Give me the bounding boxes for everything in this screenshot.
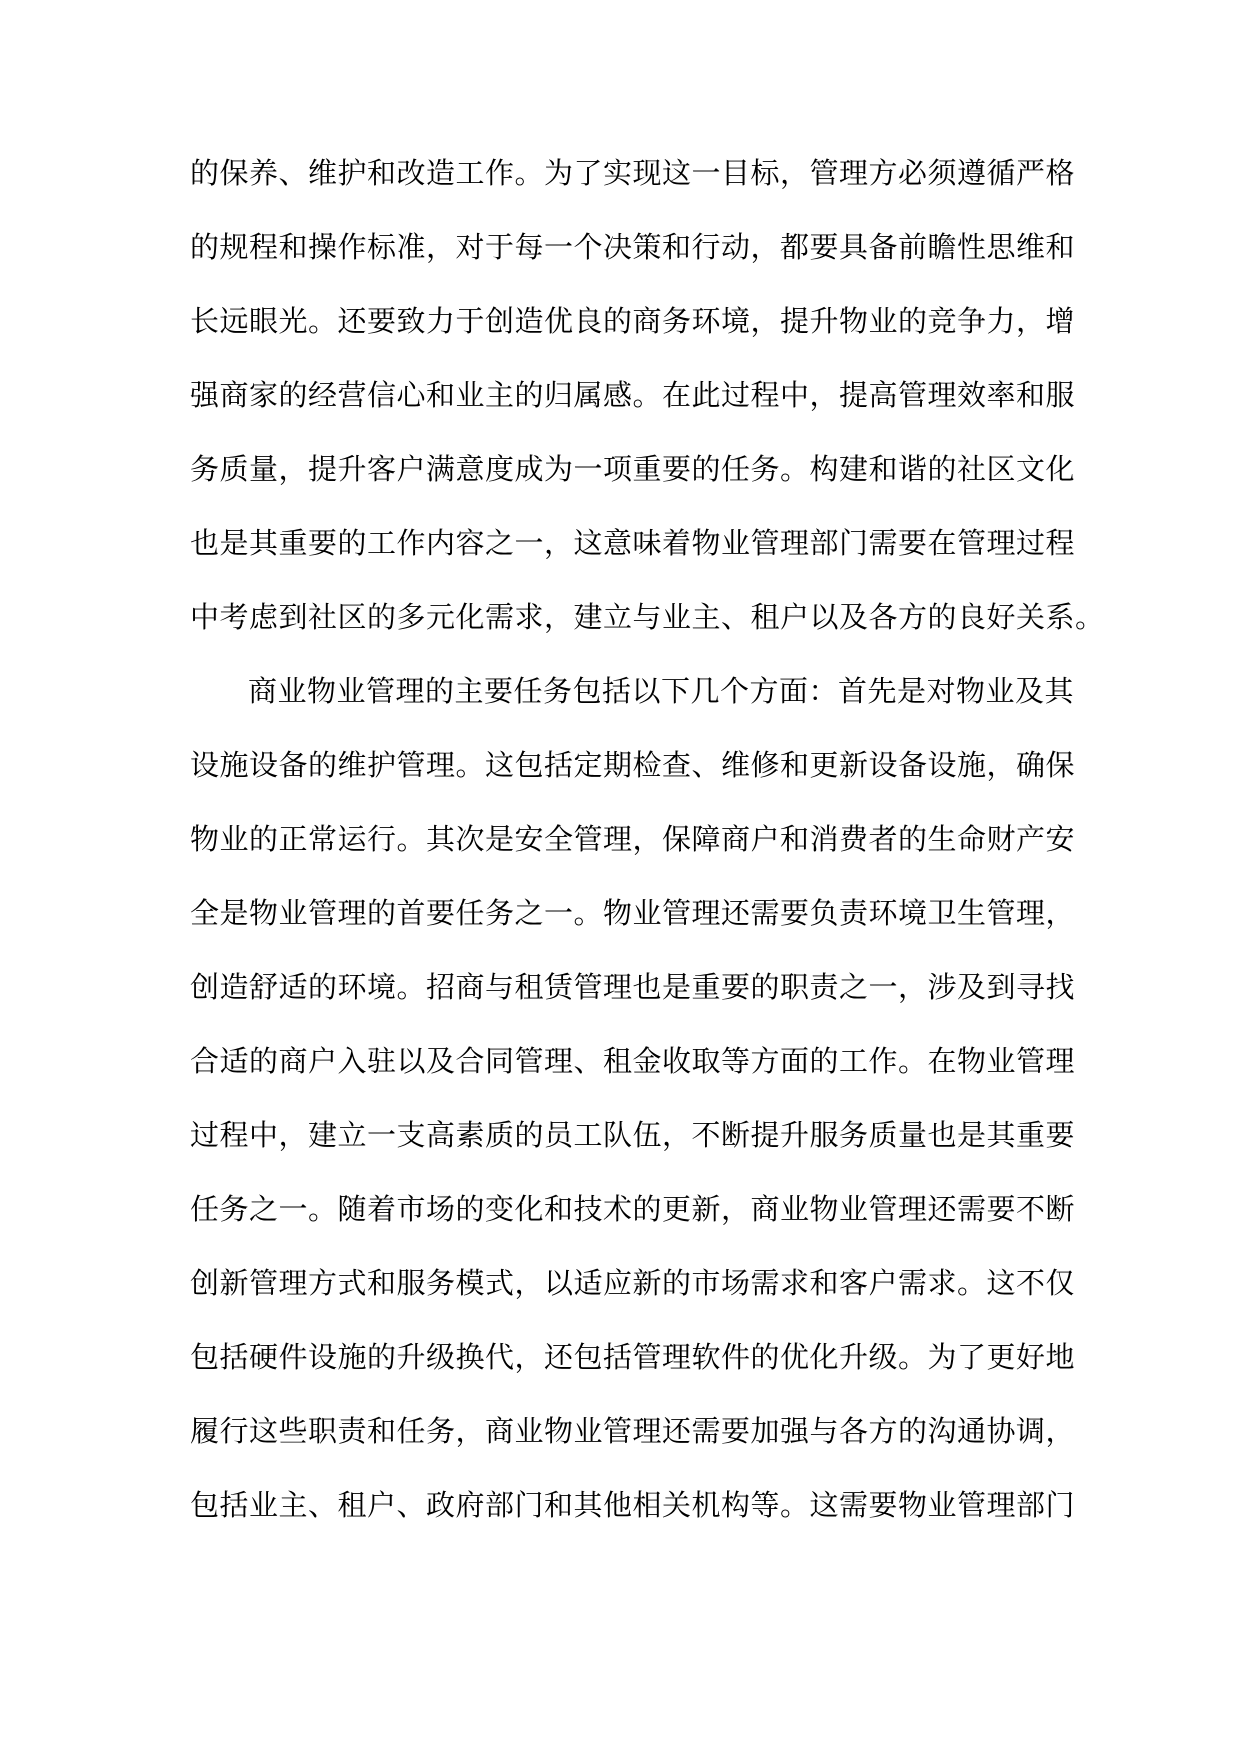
text-line: 长远眼光。还要致力于创造优良的商务环境，提升物业的竞争力，增 — [190, 304, 1076, 338]
text-line: 的规程和操作标准，对于每一个决策和行动，都要具备前瞻性思维和 — [190, 230, 1076, 264]
text-line: 设施设备的维护管理。这包括定期检查、维修和更新设备设施，确保 — [190, 748, 1076, 782]
text-line: 物业的正常运行。其次是安全管理，保障商户和消费者的生命财产安 — [190, 822, 1076, 856]
text-line: 商业物业管理的主要任务包括以下几个方面：首先是对物业及其 — [248, 674, 1075, 708]
text-line: 的保养、维护和改造工作。为了实现这一目标，管理方必须遵循严格 — [190, 156, 1076, 190]
text-line: 包括硬件设施的升级换代，还包括管理软件的优化升级。为了更好地 — [190, 1340, 1076, 1374]
paragraph-2 — [190, 654, 1076, 1542]
text-line: 强商家的经营信心和业主的归属感。在此过程中，提高管理效率和服 — [190, 378, 1076, 412]
text-line: 过程中，建立一支高素质的员工队伍，不断提升服务质量也是其重要 — [190, 1118, 1076, 1152]
text-line: 履行这些职责和任务，商业物业管理还需要加强与各方的沟通协调， — [190, 1414, 1076, 1448]
text-line: 全是物业管理的首要任务之一。物业管理还需要负责环境卫生管理， — [190, 896, 1076, 930]
text-line: 包括业主、租户、政府部门和其他相关机构等。这需要物业管理部门 — [190, 1488, 1076, 1522]
text-line: 中考虑到社区的多元化需求，建立与业主、租户以及各方的良好关系。 — [190, 600, 1105, 634]
text-line: 合适的商户入驻以及合同管理、租金收取等方面的工作。在物业管理 — [190, 1044, 1076, 1078]
paragraph-1 — [190, 136, 1105, 654]
text-line: 务质量，提升客户满意度成为一项重要的任务。构建和谐的社区文化 — [190, 452, 1076, 486]
document-body — [190, 136, 1105, 1542]
text-line: 创新管理方式和服务模式，以适应新的市场需求和客户需求。这不仅 — [190, 1266, 1076, 1300]
text-line: 任务之一。随着市场的变化和技术的更新，商业物业管理还需要不断 — [190, 1192, 1076, 1226]
text-line: 创造舒适的环境。招商与租赁管理也是重要的职责之一，涉及到寻找 — [190, 970, 1076, 1004]
text-line: 也是其重要的工作内容之一，这意味着物业管理部门需要在管理过程 — [190, 526, 1076, 560]
